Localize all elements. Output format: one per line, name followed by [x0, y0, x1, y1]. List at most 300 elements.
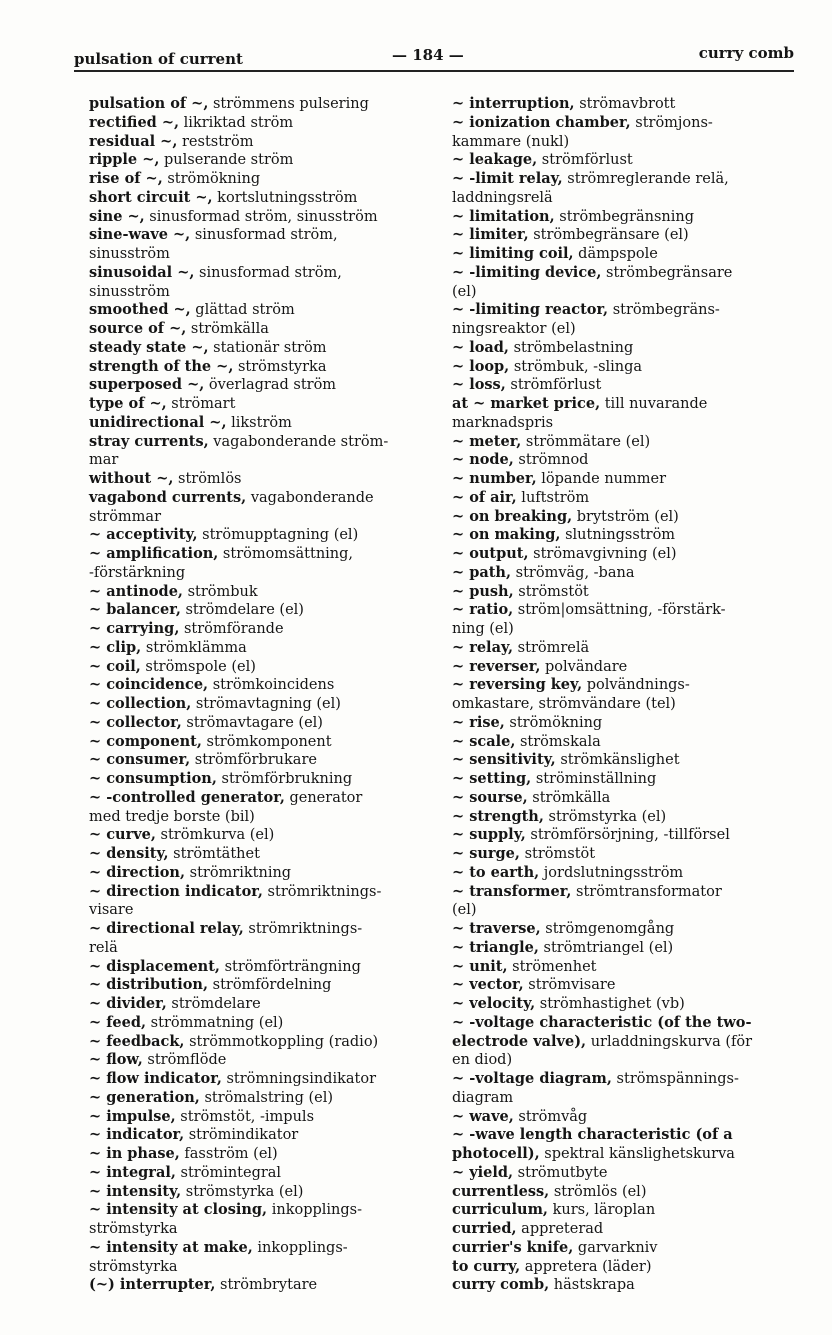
- entry-headword: rectified ~,: [89, 113, 180, 131]
- entry-translation: strömomsättning,: [218, 546, 354, 562]
- entry-headword: ~ sensitivity,: [452, 751, 556, 769]
- entry-headword: ~ carrying,: [89, 620, 180, 637]
- dictionary-entry: [452, 245, 790, 264]
- dictionary-entry: [452, 451, 790, 470]
- entry-headword: currier's knife,: [452, 1238, 574, 1256]
- entry-headword: ~ direction,: [89, 863, 186, 881]
- entry-headword: ~ direction indicator,: [89, 882, 263, 900]
- entry-translation: med tredje borste (bil): [89, 808, 255, 825]
- entry-translation: polvändnings-: [582, 677, 690, 694]
- entry-translation: strömstöt, -impuls: [175, 1108, 315, 1125]
- dictionary-entry: [89, 620, 434, 639]
- entry-translation: inkopplings-: [267, 1202, 363, 1219]
- dictionary-entry: [452, 320, 790, 339]
- entry-translation: strömbegräns-: [608, 302, 720, 319]
- entry-translation: hästskrapa: [549, 1277, 635, 1294]
- dictionary-entry: [452, 808, 790, 827]
- dictionary-entry: [452, 920, 790, 939]
- entry-translation: strömreglerande relä,: [562, 171, 729, 187]
- entry-translation: luftström: [516, 489, 590, 506]
- dictionary-entry: [452, 1014, 790, 1033]
- dictionary-entry: [452, 339, 790, 358]
- dictionary-entry: [452, 114, 790, 133]
- entry-headword: sine-wave ~,: [89, 226, 191, 244]
- entry-translation: strömförbrukning: [216, 771, 353, 787]
- dictionary-entry: [452, 526, 790, 545]
- dictionary-entry: [89, 583, 434, 602]
- entry-headword: type of ~,: [89, 395, 167, 412]
- header-rule: [74, 70, 794, 72]
- entry-translation: vagabonderande ström-: [208, 433, 389, 450]
- dictionary-entry: [89, 189, 434, 208]
- entry-headword: ~ in phase,: [89, 1145, 180, 1162]
- entry-headword: ~ unit,: [452, 957, 508, 975]
- entry-translation: generator: [284, 789, 363, 806]
- entry-headword: ~ node,: [452, 451, 514, 469]
- dictionary-entry: [89, 939, 434, 958]
- dictionary-entry: [452, 189, 790, 208]
- dictionary-entry: [452, 564, 790, 583]
- dictionary-entry: [89, 751, 434, 770]
- dictionary-entry: [452, 751, 790, 770]
- entry-translation: strömförbrukare: [190, 752, 317, 769]
- entry-translation: appreterad: [516, 1221, 604, 1237]
- entry-translation: brytström (el): [572, 508, 679, 525]
- dictionary-entry: [452, 1220, 790, 1239]
- dictionary-entry: [89, 789, 434, 808]
- entry-headword: ~ consumption,: [89, 770, 217, 787]
- entry-headword: curriculum,: [452, 1201, 548, 1219]
- entry-headword: sinusoidal ~,: [89, 263, 195, 281]
- dictionary-entry: [452, 1108, 790, 1127]
- entry-translation: strömenhet: [507, 958, 597, 975]
- entry-translation: strömriktnings-: [262, 883, 382, 900]
- dictionary-entry: [452, 958, 790, 977]
- dictionary-entry: [89, 1183, 434, 1202]
- entry-headword: ~ intensity,: [89, 1182, 182, 1200]
- entry-translation: strömalstring (el): [199, 1089, 334, 1106]
- entry-translation: ning (el): [452, 621, 514, 637]
- entry-translation: strömbegränsare: [601, 264, 733, 281]
- dictionary-entry: [89, 1239, 434, 1258]
- dictionary-entry: [452, 733, 790, 752]
- entry-headword: ~ transformer,: [452, 882, 572, 900]
- dictionary-entry: [89, 133, 434, 152]
- entry-headword: ~ leakage,: [452, 151, 538, 169]
- entry-headword: ~ integral,: [89, 1163, 176, 1181]
- dictionary-entry: [452, 583, 790, 602]
- entry-translation: kammare (nukl): [452, 133, 570, 150]
- entry-headword: ~ feedback,: [89, 1032, 185, 1050]
- entry-headword: ~ collection,: [89, 695, 192, 712]
- entry-translation: strömavbrott: [574, 96, 676, 112]
- dictionary-entry: [452, 976, 790, 995]
- dictionary-entry: [452, 1239, 790, 1258]
- dictionary-entry: [452, 695, 790, 714]
- dictionary-entry: [89, 695, 434, 714]
- entry-translation: strömnod: [513, 452, 589, 469]
- entry-headword: ~ directional relay,: [89, 920, 244, 937]
- dictionary-entry: [89, 1033, 434, 1052]
- entry-headword: ~ impulse,: [89, 1107, 176, 1125]
- entry-translation: strömdelare: [166, 996, 261, 1012]
- entry-headword: smoothed ~,: [89, 301, 191, 319]
- dictionary-entry: [89, 733, 434, 752]
- dictionary-entry: [89, 226, 434, 245]
- dictionary-entry: [452, 470, 790, 489]
- entry-translation: (el): [452, 902, 477, 919]
- entry-headword: ~ flow,: [89, 1051, 143, 1069]
- entry-translation: strömmotkoppling (radio): [184, 1033, 379, 1050]
- entry-headword: ~ consumer,: [89, 751, 191, 769]
- entry-translation: strömskala: [515, 733, 601, 750]
- entry-headword: ~ coil,: [89, 657, 141, 675]
- dictionary-entry: [452, 1164, 790, 1183]
- entry-headword: ~ setting,: [452, 770, 532, 787]
- dictionary-entry: [452, 620, 790, 639]
- entry-headword: curry comb,: [452, 1276, 550, 1294]
- entry-headword: ~ collector,: [89, 713, 182, 731]
- entry-translation: likriktad ström: [179, 114, 294, 131]
- entry-headword: ~ output,: [452, 545, 529, 562]
- entry-headword: ~ sourse,: [452, 788, 528, 806]
- dictionary-entry: [89, 414, 434, 433]
- entry-headword: ~ limiting coil,: [452, 245, 574, 262]
- entry-headword: ~ velocity,: [452, 995, 536, 1012]
- entry-headword: rise of ~,: [89, 170, 163, 187]
- entry-headword: ~ supply,: [452, 826, 526, 844]
- entry-translation: marknadspris: [452, 414, 554, 431]
- entry-headword: ~ curve,: [89, 826, 156, 844]
- entry-headword: ~ interruption,: [452, 95, 575, 112]
- entry-translation: strömförande: [179, 621, 284, 637]
- entry-headword: ~ on making,: [452, 526, 561, 544]
- dictionary-entry: [452, 883, 790, 902]
- dictionary-entry: [89, 1089, 434, 1108]
- dictionary-entry: [452, 264, 790, 283]
- entry-translation: strömklämma: [141, 639, 247, 656]
- entry-headword: ~ traverse,: [452, 920, 541, 937]
- entry-translation: strömbuk, -slinga: [509, 358, 643, 375]
- dictionary-entry: [89, 489, 434, 508]
- entry-translation: vagabonderande: [246, 489, 374, 506]
- entry-headword: ~ -voltage characteristic (of the two-: [452, 1013, 752, 1031]
- entry-headword: ~ wave,: [452, 1107, 514, 1125]
- entry-headword: without ~,: [89, 470, 174, 487]
- dictionary-entry: [89, 151, 434, 170]
- entry-translation: strömförlust: [537, 152, 633, 169]
- entry-headword: ~ ratio,: [452, 601, 514, 619]
- entry-translation: strömökning: [162, 171, 261, 187]
- entry-translation: strömkurva (el): [155, 827, 275, 844]
- entry-headword: ~ -limit relay,: [452, 170, 563, 187]
- dictionary-entry: [89, 339, 434, 358]
- dictionary-entry: [452, 376, 790, 395]
- entry-headword: at ~ market price,: [452, 395, 601, 412]
- entry-headword: ~ divider,: [89, 995, 167, 1012]
- entry-headword: ~ yield,: [452, 1163, 514, 1181]
- entry-translation: strömavtagning (el): [191, 696, 341, 712]
- dictionary-entry: [452, 1070, 790, 1089]
- dictionary-entry: [452, 358, 790, 377]
- entry-headword: ~ meter,: [452, 432, 522, 450]
- dictionary-entry: [452, 995, 790, 1014]
- entry-headword: ~ amplification,: [89, 545, 219, 562]
- entry-translation: sinusström: [89, 283, 170, 300]
- entry-translation: restström: [177, 133, 254, 150]
- entry-translation: dämpspole: [573, 246, 658, 262]
- dictionary-entry: [89, 1220, 434, 1239]
- entry-translation: laddningsrelä: [452, 189, 553, 206]
- dictionary-entry: [89, 1276, 434, 1295]
- entry-headword: ~ limitation,: [452, 207, 555, 225]
- entry-headword: ~ intensity at closing,: [89, 1201, 268, 1219]
- dictionary-entry: [452, 208, 790, 227]
- entry-translation: strömkoincidens: [208, 677, 335, 694]
- dictionary-entry: [89, 995, 434, 1014]
- entry-translation: strömkänslighet: [555, 752, 680, 769]
- dictionary-entry: [89, 770, 434, 789]
- dictionary-entry: [89, 1108, 434, 1127]
- entry-translation: strömart: [166, 396, 236, 412]
- dictionary-entry: [89, 395, 434, 414]
- dictionary-entry: [89, 845, 434, 864]
- entry-translation: strömlös (el): [549, 1183, 647, 1200]
- dictionary-entry: [452, 170, 790, 189]
- entry-translation: strömningsindikator: [221, 1071, 377, 1087]
- dictionary-entry: [452, 545, 790, 564]
- entry-translation: strömstöt: [519, 846, 596, 862]
- entry-headword: ~ flow indicator,: [89, 1070, 222, 1087]
- entry-translation: strömavtagare (el): [181, 714, 323, 731]
- entry-translation: strömstyrka: [233, 358, 327, 375]
- entry-headword: ~ -limiting reactor,: [452, 301, 609, 319]
- entry-headword: ~ push,: [452, 582, 514, 600]
- entry-headword: ~ to earth,: [452, 863, 540, 881]
- dictionary-entry: [452, 658, 790, 677]
- dictionary-entry: [452, 433, 790, 452]
- entry-translation: ningsreaktor (el): [452, 321, 576, 337]
- entry-translation: strömbegränsning: [554, 208, 695, 225]
- dictionary-entry: [452, 151, 790, 170]
- dictionary-entry: [89, 114, 434, 133]
- dictionary-entry: [452, 1258, 790, 1277]
- dictionary-entry: [452, 864, 790, 883]
- dictionary-entry: [452, 508, 790, 527]
- entry-translation: strömavgivning (el): [528, 546, 677, 562]
- entry-headword: ~ loop,: [452, 357, 510, 375]
- entry-translation: strömstyrka (el): [181, 1183, 304, 1200]
- dictionary-entry: [89, 826, 434, 845]
- dictionary-entry: [452, 1183, 790, 1202]
- dictionary-entry: [452, 901, 790, 920]
- entry-headword: ~ intensity at make,: [89, 1238, 253, 1256]
- entry-translation: löpande nummer: [536, 471, 667, 487]
- entry-translation: strömutbyte: [513, 1164, 608, 1181]
- entry-translation: polvändare: [540, 658, 628, 675]
- entry-headword: to curry,: [452, 1257, 521, 1275]
- entry-translation: sinusformad ström, sinusström: [144, 208, 378, 225]
- entry-translation: strömindikator: [184, 1127, 299, 1144]
- entry-translation: spektral känslighetskurva: [539, 1146, 735, 1162]
- dictionary-entry: [89, 639, 434, 658]
- entry-headword: vagabond currents,: [89, 488, 247, 506]
- dictionary-entry: [89, 301, 434, 320]
- entry-headword: stray currents,: [89, 432, 209, 450]
- dictionary-entry: [89, 264, 434, 283]
- entry-headword: (~) interrupter,: [89, 1276, 216, 1294]
- entry-translation: strömmar: [89, 508, 162, 525]
- dictionary-entry: [452, 939, 790, 958]
- dictionary-entry: [452, 770, 790, 789]
- dictionary-entry: [89, 714, 434, 733]
- dictionary-entry: [89, 901, 434, 920]
- dictionary-entry: [89, 283, 434, 302]
- entry-translation: till nuvarande: [600, 396, 708, 412]
- entry-translation: (el): [452, 283, 477, 300]
- entry-translation: relä: [89, 939, 118, 956]
- dictionary-entry: [452, 414, 790, 433]
- entry-headword: curried,: [452, 1220, 517, 1237]
- entry-translation: strömmatning (el): [146, 1014, 284, 1031]
- entry-translation: strömstyrka: [89, 1221, 178, 1237]
- entry-headword: ~ number,: [452, 470, 537, 487]
- dictionary-entry: [89, 508, 434, 527]
- entry-translation: strömintegral: [175, 1164, 282, 1181]
- dictionary-entry: [89, 864, 434, 883]
- dictionary-entry: [89, 526, 434, 545]
- dictionary-entry: [89, 1145, 434, 1164]
- entry-headword: steady state ~,: [89, 338, 209, 356]
- entry-translation: strömkälla: [186, 321, 269, 337]
- entry-headword: ~ density,: [89, 845, 169, 862]
- entry-headword: currentless,: [452, 1182, 550, 1200]
- dictionary-entry: [89, 170, 434, 189]
- dictionary-entry: [89, 808, 434, 827]
- dictionary-entry: [452, 1033, 790, 1052]
- right-column: [452, 95, 790, 1295]
- entry-translation: strömförträngning: [219, 958, 361, 975]
- entry-headword: ~ surge,: [452, 845, 520, 862]
- entry-translation: sinusformad ström,: [190, 227, 338, 244]
- dictionary-entry: [452, 489, 790, 508]
- dictionary-entry: [89, 1014, 434, 1033]
- entry-headword: ~ on breaking,: [452, 507, 573, 525]
- dictionary-entry: [452, 283, 790, 302]
- dictionary-entry: [452, 1089, 790, 1108]
- entry-translation: strömmens pulsering: [208, 96, 369, 112]
- dictionary-entry: [89, 451, 434, 470]
- dictionary-entry: [452, 1201, 790, 1220]
- entry-translation: strömspännings-: [611, 1071, 739, 1087]
- entry-headword: ~ -wave length characteristic (of a: [452, 1126, 733, 1144]
- entry-headword: ~ -controlled generator,: [89, 788, 285, 806]
- entry-headword: source of ~,: [89, 320, 187, 337]
- entry-translation: garvarkniv: [573, 1239, 658, 1256]
- entry-headword: ~ balancer,: [89, 601, 181, 619]
- entry-translation: fasström (el): [179, 1146, 278, 1162]
- dictionary-entry: [89, 958, 434, 977]
- entry-translation: strömjons-: [630, 114, 713, 131]
- dictionary-entry: [452, 639, 790, 658]
- entry-headword: ~ -limiting device,: [452, 263, 602, 281]
- entry-headword: ~ feed,: [89, 1013, 147, 1031]
- entry-headword: electrode valve),: [452, 1032, 587, 1050]
- entry-translation: strömlös: [173, 471, 242, 487]
- entry-headword: ~ strength,: [452, 807, 544, 825]
- dictionary-entry: [452, 95, 790, 114]
- dictionary-entry: [89, 95, 434, 114]
- dictionary-entry: [89, 1070, 434, 1089]
- entry-headword: ~ of air,: [452, 488, 517, 506]
- entry-headword: ~ -voltage diagram,: [452, 1070, 612, 1087]
- entry-translation: strömspole (el): [140, 658, 256, 675]
- entry-translation: urladdningskurva (för: [586, 1033, 753, 1050]
- entry-translation: sinusström: [89, 246, 170, 262]
- dictionary-entry: [452, 133, 790, 152]
- header-last-entry: curry comb: [698, 44, 794, 62]
- dictionary-entry: [89, 545, 434, 564]
- entry-headword: ~ triangle,: [452, 938, 539, 956]
- dictionary-entry: [89, 1201, 434, 1220]
- entry-translation: mar: [89, 452, 119, 469]
- entry-translation: strömtäthet: [168, 846, 260, 862]
- dictionary-entry: [452, 1051, 790, 1070]
- dictionary-entry: [89, 1126, 434, 1145]
- dictionary-entry: [452, 714, 790, 733]
- entry-headword: photocell),: [452, 1145, 540, 1162]
- entry-headword: ~ scale,: [452, 732, 516, 750]
- entry-headword: unidirectional ~,: [89, 413, 227, 431]
- dictionary-entry: [89, 1051, 434, 1070]
- entry-translation: appretera (läder): [520, 1258, 652, 1275]
- dictionary-entry: [452, 601, 790, 620]
- dictionary-entry: [89, 564, 434, 583]
- entry-translation: strömkälla: [527, 789, 611, 806]
- entry-headword: ~ reversing key,: [452, 676, 583, 694]
- entry-translation: ströminställning: [531, 771, 657, 787]
- entry-headword: ~ clip,: [89, 638, 142, 656]
- dictionary-entry: [452, 395, 790, 414]
- entry-translation: strömbelastning: [508, 339, 634, 356]
- entry-translation: strömriktning: [185, 864, 292, 881]
- entry-headword: short circuit ~,: [89, 188, 213, 206]
- entry-translation: strömbuk: [182, 583, 258, 600]
- dictionary-entry: [89, 976, 434, 995]
- dictionary-entry: [89, 1258, 434, 1277]
- entry-headword: ~ distribution,: [89, 976, 209, 994]
- dictionary-entry: [89, 658, 434, 677]
- entry-translation: strömhastighet (vb): [535, 996, 685, 1012]
- entry-headword: ~ generation,: [89, 1088, 200, 1106]
- entry-headword: ~ loss,: [452, 376, 506, 394]
- entry-translation: ström|omsättning, -förstärk-: [513, 602, 726, 619]
- entry-translation: strömbegränsare (el): [528, 227, 689, 244]
- entry-translation: kurs, läroplan: [547, 1202, 656, 1219]
- entry-translation: strömflöde: [142, 1052, 227, 1069]
- entry-headword: ~ rise,: [452, 713, 505, 731]
- entry-headword: ~ coincidence,: [89, 676, 209, 694]
- entry-translation: visare: [89, 902, 134, 919]
- dictionary-entry: [452, 226, 790, 245]
- entry-headword: ~ reverser,: [452, 657, 541, 675]
- dictionary-entry: [89, 208, 434, 227]
- entry-translation: strömbrytare: [215, 1277, 318, 1294]
- entry-translation: -förstärkning: [89, 564, 186, 581]
- entry-translation: överlagrad ström: [204, 377, 337, 394]
- entry-translation: strömvisare: [523, 977, 616, 994]
- entry-translation: strömmätare (el): [521, 433, 651, 450]
